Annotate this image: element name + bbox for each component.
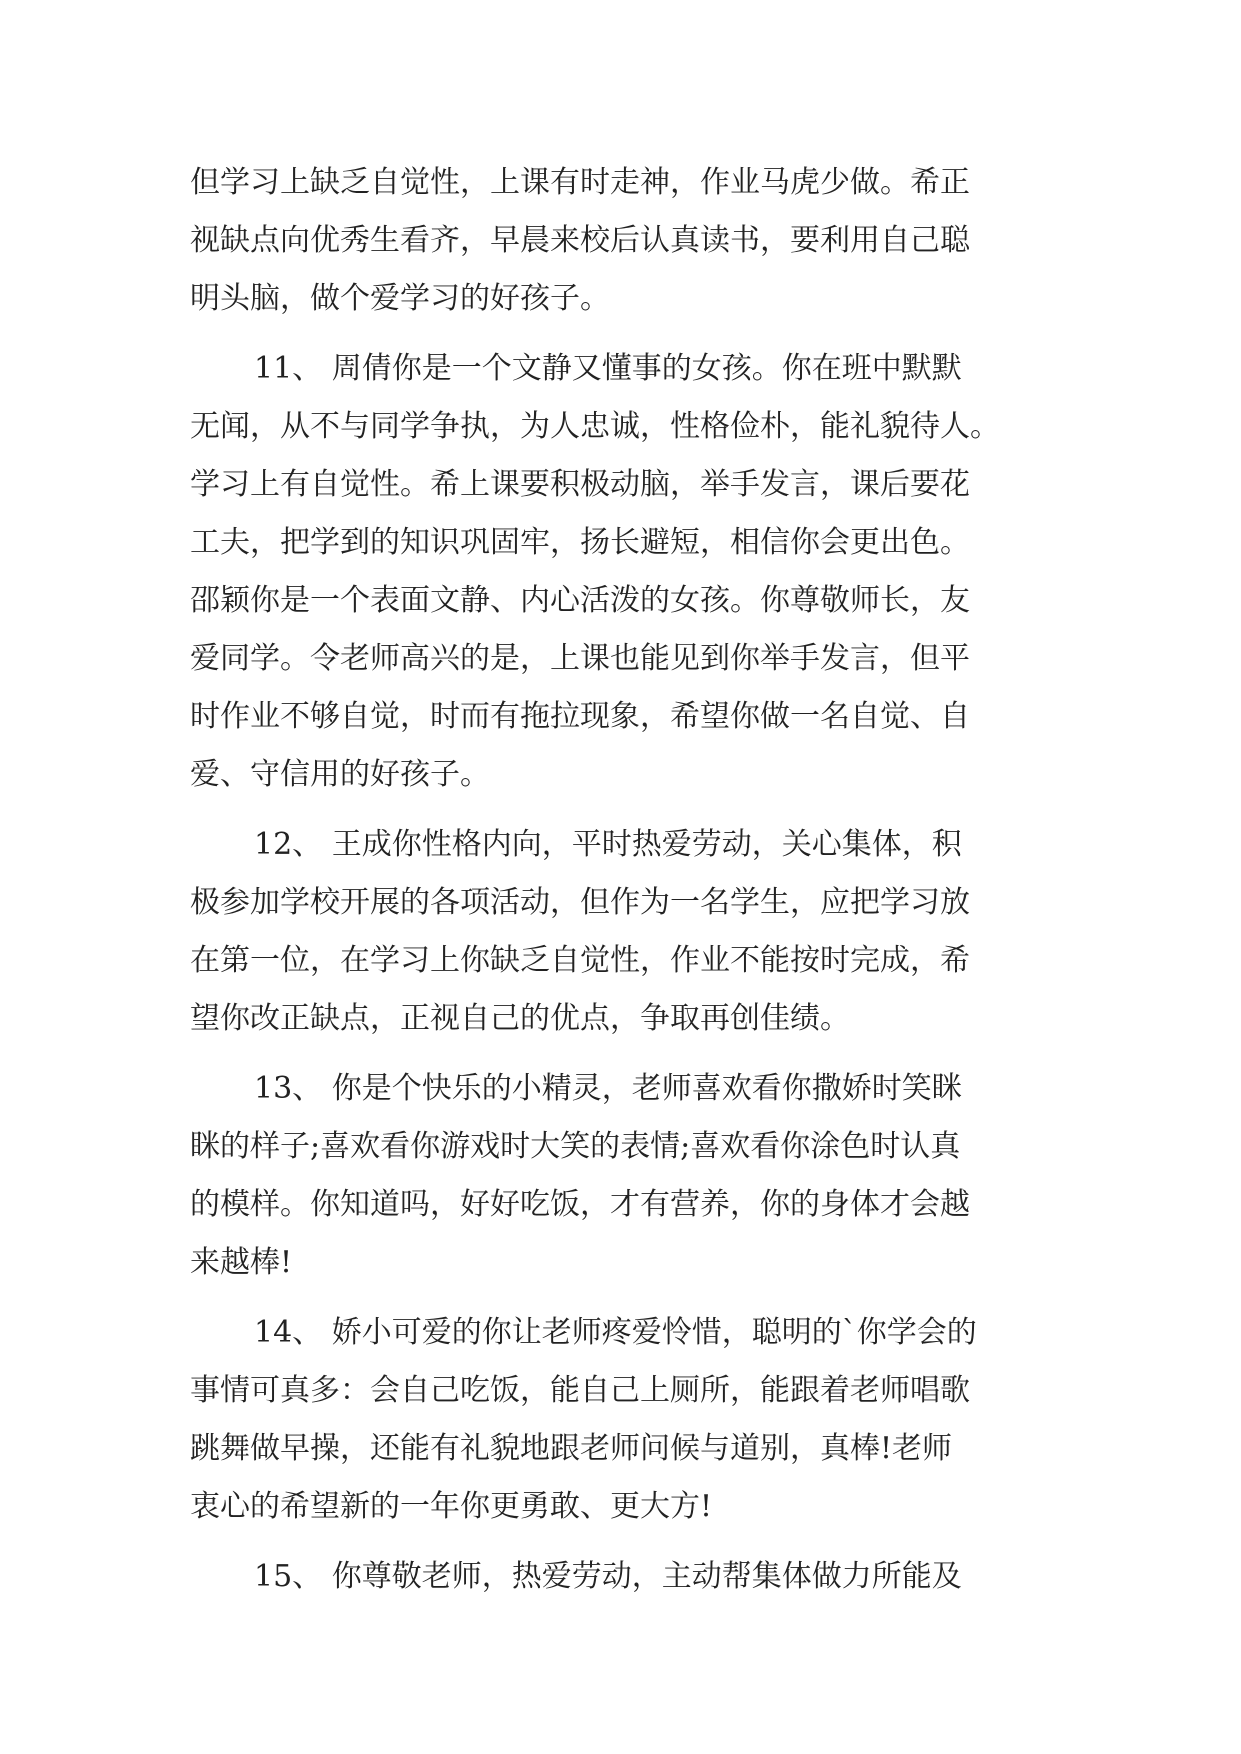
text-line: 13、 你是个快乐的小精灵，老师喜欢看你撒娇时笑眯 [254,1071,962,1106]
text-line: 但学习上缺乏自觉性，上课有时走神，作业马虎少做。希正 [190,165,970,200]
text-line: 11、 周倩你是一个文静又懂事的女孩。你在班中默默 [254,351,962,386]
paragraph-gap [190,804,1060,816]
text-line: 事情可真多：会自己吃饭，能自己上厕所，能跟着老师唱歌 [190,1373,970,1408]
text-line: 极参加学校开展的各项活动，但作为一名学生，应把学习放 [190,885,970,920]
document-body [190,154,1060,1606]
text-line: 爱、守信用的好孩子。 [190,757,490,792]
paragraph-gap [190,1048,1060,1060]
text-line: 望你改正缺点，正视自己的优点，争取再创佳绩。 [190,1001,850,1036]
text-line: 在第一位，在学习上你缺乏自觉性，作业不能按时完成，希 [190,943,970,978]
text-line: 跳舞做早操，还能有礼貌地跟老师问候与道别，真棒!老师 [190,1431,953,1466]
text-line: 时作业不够自觉，时而有拖拉现象，希望你做一名自觉、自 [190,699,970,734]
text-line: 衷心的希望新的一年你更勇敢、更大方! [190,1489,713,1524]
text-line: 爱同学。令老师高兴的是，上课也能见到你举手发言，但平 [190,641,970,676]
text-line: 的模样。你知道吗，好好吃饭，才有营养，你的身体才会越 [190,1187,970,1222]
text-line: 15、 你尊敬老师，热爱劳动，主动帮集体做力所能及 [254,1559,962,1594]
paragraph-gap [190,328,1060,340]
text-line: 学习上有自觉性。希上课要积极动脑，举手发言，课后要花 [190,467,970,502]
text-line: 来越棒! [190,1245,293,1280]
text-line: 工夫，把学到的知识巩固牢，扬长避短，相信你会更出色。 [190,525,970,560]
paragraph-gap [190,1292,1060,1304]
text-line: 12、 王成你性格内向，平时热爱劳动，关心集体，积 [254,827,962,862]
text-line: 无闻，从不与同学争执，为人忠诚，性格俭朴，能礼貌待人。 [190,409,1000,444]
text-line: 视缺点向优秀生看齐，早晨来校后认真读书，要利用自己聪 [190,223,970,258]
text-line: 邵颖你是一个表面文静、内心活泼的女孩。你尊敬师长，友 [190,583,970,618]
text-line: 眯的样子;喜欢看你游戏时大笑的表情;喜欢看你涂色时认真 [190,1129,961,1164]
text-line: 明头脑，做个爱学习的好孩子。 [190,281,610,316]
paragraph-gap [190,1536,1060,1548]
text-line: 14、 娇小可爱的你让老师疼爱怜惜，聪明的`你学会的 [254,1315,977,1350]
